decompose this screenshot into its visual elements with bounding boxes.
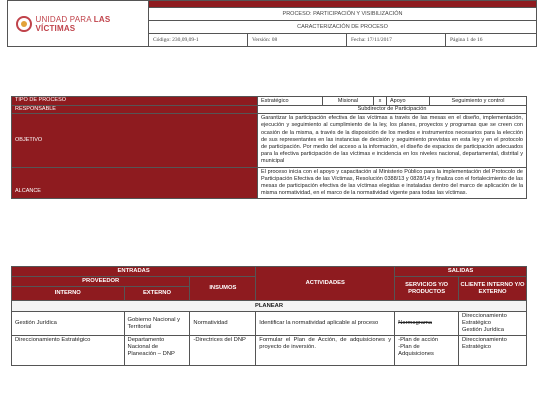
row-externo: Departamento Nacional de Planeación – DNP [124,336,190,366]
actividades-header: ACTIVIDADES [256,267,395,301]
document-title: CARACTERIZACIÓN DE PROCESO [149,21,537,34]
row-insumos: Normatividad [190,312,256,336]
seal-icon [16,16,32,32]
cliente-header: CLIENTE INTERNO Y/O EXTERNO [459,277,527,301]
insumos-header: INSUMOS [190,277,256,301]
header-red-band [149,1,537,8]
tipo-proceso-options [258,97,527,106]
row-insumos: -Directrices del DNP [190,336,256,366]
logo-text-bold: LAS VÍCTIMAS [35,14,111,33]
row-actividad: Formular el Plan de Acción, de adquisiciones y proyecto de inversión. [256,336,395,366]
table-row [12,312,527,336]
row-cliente: Direccionamiento Estratégico Gestión Jurídica [459,312,527,336]
document-code: Código: 230,09,09-1 [149,34,248,47]
responsable-value: Subdirector de Participación [258,106,527,114]
interno-header: INTERNO [12,287,125,301]
salidas-header: SALIDAS [395,267,527,277]
row-interno: Gestión Jurídica [12,312,125,336]
alcance-text: El proceso inicia con el apoyo y capacitación al Ministerio Público para la implementación del Protocolo de Participación Efectiva de las Víctimas, Resolución 0388/13 y 0828/14 y finaliza con el fortalecimiento de las mesas de participación efectiva de las víctimas elegidas e instaladas dentro del marco de aplicación de la misma normatividad, en el marco de la normatividad vigente para todas las víctimas. [258,167,527,199]
alcance-label: ALCANCE [12,167,258,199]
document-version: Versión: 08 [248,34,347,47]
page-number: Página 1 de 16 [446,34,537,47]
type-check-mark: x [374,97,387,105]
table-row [12,336,527,366]
type-apoyo: Apoyo [387,97,430,105]
phase-planear: PLANEAR [12,301,527,312]
responsable-label: RESPONSABLE [12,106,258,114]
row-actividad: Identificar la normatividad aplicable al proceso [256,312,395,336]
logo-cell [8,1,149,47]
unidad-victimas-logo [8,15,148,33]
externo-header: EXTERNO [124,287,190,301]
proveedor-header: PROVEEDOR [12,277,190,287]
objetivo-label: OBJETIVO [12,114,258,167]
process-title: PROCESO: PARTICIPACIÓN Y VISIBILIZACIÓN [149,8,537,21]
type-misional: Misional [323,97,374,105]
document-date: Fecha: 17/11/2017 [347,34,446,47]
document-header [7,0,537,47]
entradas-header: ENTRADAS [12,267,256,277]
row-interno: Direccionamiento Estratégico [12,336,125,366]
row-servicio: -Plan de acción -Plan de Adquisiciones [395,336,459,366]
process-table [11,266,527,366]
type-estrategico: Estratégico [258,97,323,105]
row-externo: Gobierno Nacional y Territorial [124,312,190,336]
row-servicio [395,312,459,336]
logo-text-light: UNIDAD PARA [35,14,92,24]
tipo-proceso-label: TIPO DE PROCESO [12,97,258,106]
row-cliente: Direccionamiento Estratégico [459,336,527,366]
servicios-header: SERVICIOS Y/O PRODUCTOS [395,277,459,301]
type-seguimiento: Seguimiento y control [451,98,505,104]
process-info-table [11,96,527,199]
objetivo-text: Garantizar la participación efectiva de las víctimas a través de las mesas en el diseño, implementación, ejecución y seguimiento al cumplimiento de la ley, los planes, proyectos y programas que se creen con ocasión de la misma, a través de la disposición de los medios e instrumentos necesarios para la elección de sus representantes en las instancias de decisión y seguimiento previstas en esta ley y en el protocolo de participación. Por medio del acceso a la información, el diseño de espacios de participación adecuados para la efectiva participación de las víctimas e incidencia en los niveles nacional, departamental, distrital y municipal [258,114,527,167]
normograma-text: Normograma [398,320,432,326]
